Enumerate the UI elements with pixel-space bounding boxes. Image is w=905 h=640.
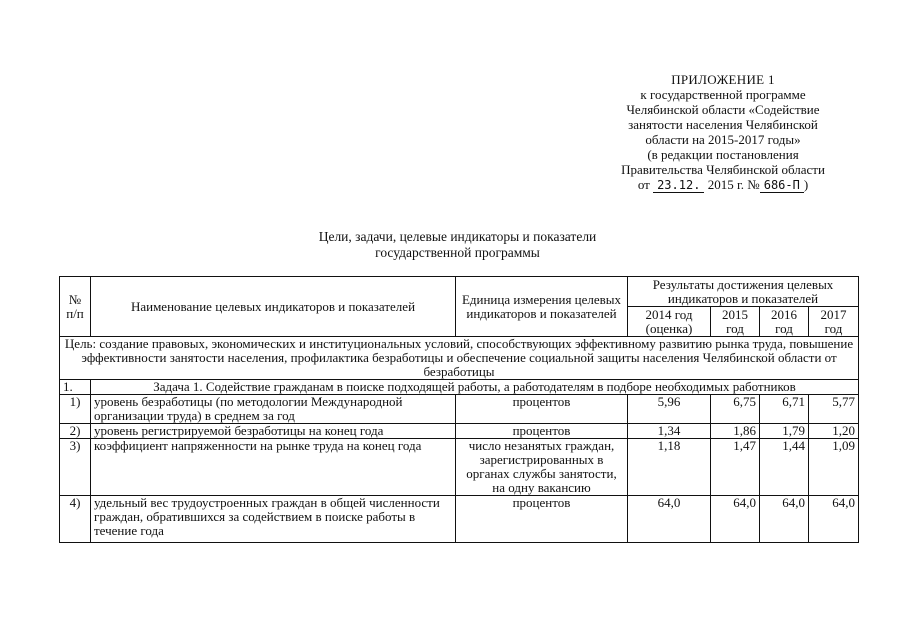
row-value: 1,09 [809, 439, 859, 496]
year-text: 2015 г. № [707, 177, 760, 192]
row-num: 4) [60, 496, 91, 543]
appendix-line: к государственной программе [640, 87, 806, 102]
row-unit: процентов [456, 496, 628, 543]
heading-line-2: государственной программы [375, 245, 540, 260]
row-name: уровень безработицы (по методологии Международной организации труда) в среднем за год [91, 395, 456, 424]
header-year: 2014 год (оценка) [628, 307, 711, 337]
task-row [60, 380, 859, 395]
task-text: Задача 1. Содействие гражданам в поиске подходящей работы, а работодателям в подборе необходимых работников [91, 380, 859, 395]
row-value: 64,0 [809, 496, 859, 543]
row-value: 64,0 [711, 496, 760, 543]
appendix-line: (в редакции постановления [647, 147, 799, 162]
indicators-table [59, 276, 859, 543]
date-prefix: от [637, 177, 650, 192]
row-unit: процентов [456, 424, 628, 439]
row-name: коэффициент напряженности на рынке труда на конец года [91, 439, 456, 496]
row-value: 6,75 [711, 395, 760, 424]
row-value: 1,79 [760, 424, 809, 439]
table-row [60, 496, 859, 543]
row-value: 64,0 [760, 496, 809, 543]
table-row [60, 439, 859, 496]
appendix-line: занятости населения Челябинской [628, 117, 818, 132]
row-value: 1,44 [760, 439, 809, 496]
header-row [60, 277, 859, 307]
goal-row [60, 337, 859, 380]
task-num: 1. [60, 380, 91, 395]
table-row [60, 395, 859, 424]
row-value: 1,47 [711, 439, 760, 496]
row-value: 6,71 [760, 395, 809, 424]
heading-line-1: Цели, задачи, целевые индикаторы и показатели [318, 229, 597, 244]
header-year: 2016 год [760, 307, 809, 337]
row-value: 1,86 [711, 424, 760, 439]
row-num: 3) [60, 439, 91, 496]
appendix-line: Челябинской области «Содействие [626, 102, 820, 117]
document-heading [255, 229, 660, 261]
row-value: 5,77 [809, 395, 859, 424]
header-name: Наименование целевых индикаторов и показателей [91, 277, 456, 337]
row-unit: процентов [456, 395, 628, 424]
row-name: удельный вес трудоустроенных граждан в общей численности граждан, обратившихся за содействием в поиске работы в течение года [91, 496, 456, 543]
header-results: Результаты достижения целевых индикаторов и показателей [628, 277, 859, 307]
handwritten-date: 23.12. [653, 179, 704, 193]
header-year: 2015 год [711, 307, 760, 337]
row-value: 1,20 [809, 424, 859, 439]
header-year: 2017 год [809, 307, 859, 337]
row-name: уровень регистрируемой безработицы на конец года [91, 424, 456, 439]
header-unit: Единица измерения целевых индикаторов и показателей [456, 277, 628, 337]
appendix-title: ПРИЛОЖЕНИЕ 1 [671, 72, 775, 87]
table-row [60, 424, 859, 439]
appendix-line: области на 2015-2017 годы» [645, 132, 801, 147]
row-num: 2) [60, 424, 91, 439]
handwritten-number: 686-П [760, 179, 804, 193]
row-value: 1,34 [628, 424, 711, 439]
close-paren: ) [803, 177, 809, 192]
row-value: 64,0 [628, 496, 711, 543]
appendix-date-line [592, 177, 854, 193]
row-unit: число незанятых граждан, зарегистрированных в органах службы занятости, на одну вакансию [456, 439, 628, 496]
row-num: 1) [60, 395, 91, 424]
header-num: № п/п [60, 277, 91, 337]
appendix-block [592, 72, 854, 193]
row-value: 1,18 [628, 439, 711, 496]
row-value: 5,96 [628, 395, 711, 424]
goal-text: Цель: создание правовых, экономических и институциональных условий, способствующих эффективному развитию рынка труда, повышение эффективности занятости населения, профилактика безработицы и обеспечение социальной защиты населения Челябинской области от безработицы [60, 337, 859, 380]
appendix-line: Правительства Челябинской области [621, 162, 825, 177]
